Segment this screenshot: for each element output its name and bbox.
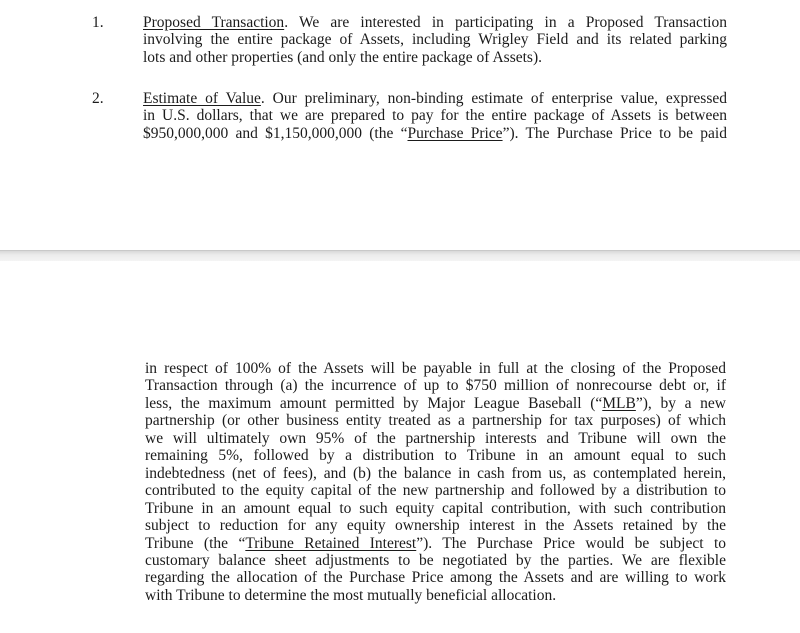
purchase-price-term: Purchase Price (407, 124, 503, 142)
cont-line-5: we will ultimately own 95% of the partnership interests and Tribune will own the (145, 429, 726, 447)
item-1-line-2: involving the entire package of Assets, including Wrigley Field and its related parking (143, 31, 727, 49)
cont-line-8: contributed to the equity capital of the new partnership and followed by a distribution to (145, 482, 726, 500)
cont-line-1: in respect of 100% of the Assets will be payable in full at the closing of the Proposed (145, 360, 726, 377)
tribune-retained-interest-term: Tribune Retained Interest (245, 534, 417, 552)
item-1-paragraph (143, 14, 727, 66)
item-2-line-3 (143, 125, 727, 142)
item-1-number: 1. (92, 14, 104, 31)
cont-line-2: Transaction through (a) the incurrence of up to $750 million of nonrecourse debt or, if (145, 377, 726, 395)
item-2-line-2: in U.S. dollars, that we are prepared to pay for the entire package of Assets is between (143, 107, 727, 125)
cont-line-7: indebtedness (net of fees), and (b) the balance in cash from us, as contemplated herein, (145, 464, 726, 482)
item-2-line-1-text: Our preliminary, non-binding estimate of enterprise value, expressed (272, 90, 728, 107)
cont-line-11-a: Tribune (the “ (145, 534, 246, 552)
continuation-paragraph (145, 360, 726, 604)
item-2-number: 2. (92, 90, 104, 107)
item-1-line-1-text: We are interested in participating in a Proposed Transaction (298, 14, 727, 31)
cont-line-13: regarding the allocation of the Purchase Price among the Assets and are willing to work (145, 569, 726, 587)
item-2-line-3-a: $950,000,000 and $1,150,000,000 (the “ (143, 124, 408, 142)
cont-line-4: partnership (or other business entity treated as a partnership for tax purposes) of which (145, 412, 726, 430)
item-2-line-1: Estimate of Value. Our preliminary, non-binding estimate of enterprise value, expressed (143, 90, 728, 107)
item-1-line-3: lots and other properties (and only the entire package of Assets). (143, 48, 543, 66)
cont-line-6: remaining 5%, followed by a distribution to Tribune in an amount equal to such (145, 447, 726, 465)
mlb-term: MLB (602, 394, 636, 412)
cont-line-11-b: ”). The Purchase Price would be subject to (416, 534, 727, 552)
cont-line-14: with Tribune to determine the most mutually beneficial allocation. (145, 586, 557, 604)
item-2-line-3-b: ”). The Purchase Price to be paid (502, 124, 727, 142)
item-1-heading: Proposed Transaction (143, 14, 285, 31)
cont-line-10: subject to reduction for any equity ownership interest in the Assets retained by the (145, 517, 726, 535)
cont-line-3-a: less, the maximum amount permitted by Major League Baseball (“ (145, 394, 603, 412)
cont-line-12: customary balance sheet adjustments to be negotiated by the parties. We are flexible (145, 551, 726, 569)
item-2-heading: Estimate of Value (143, 90, 261, 107)
cont-line-3 (145, 395, 726, 412)
page-break-divider (0, 250, 800, 261)
cont-line-3-b: ”), by a new (635, 394, 726, 412)
cont-line-11 (145, 535, 726, 552)
item-2-paragraph (143, 90, 727, 142)
item-1-line-1: Proposed Transaction. We are interested in participating in a Proposed Transaction (143, 14, 727, 31)
cont-line-9: Tribune in an amount equal to such equity capital contribution, with such contribution (145, 499, 726, 517)
